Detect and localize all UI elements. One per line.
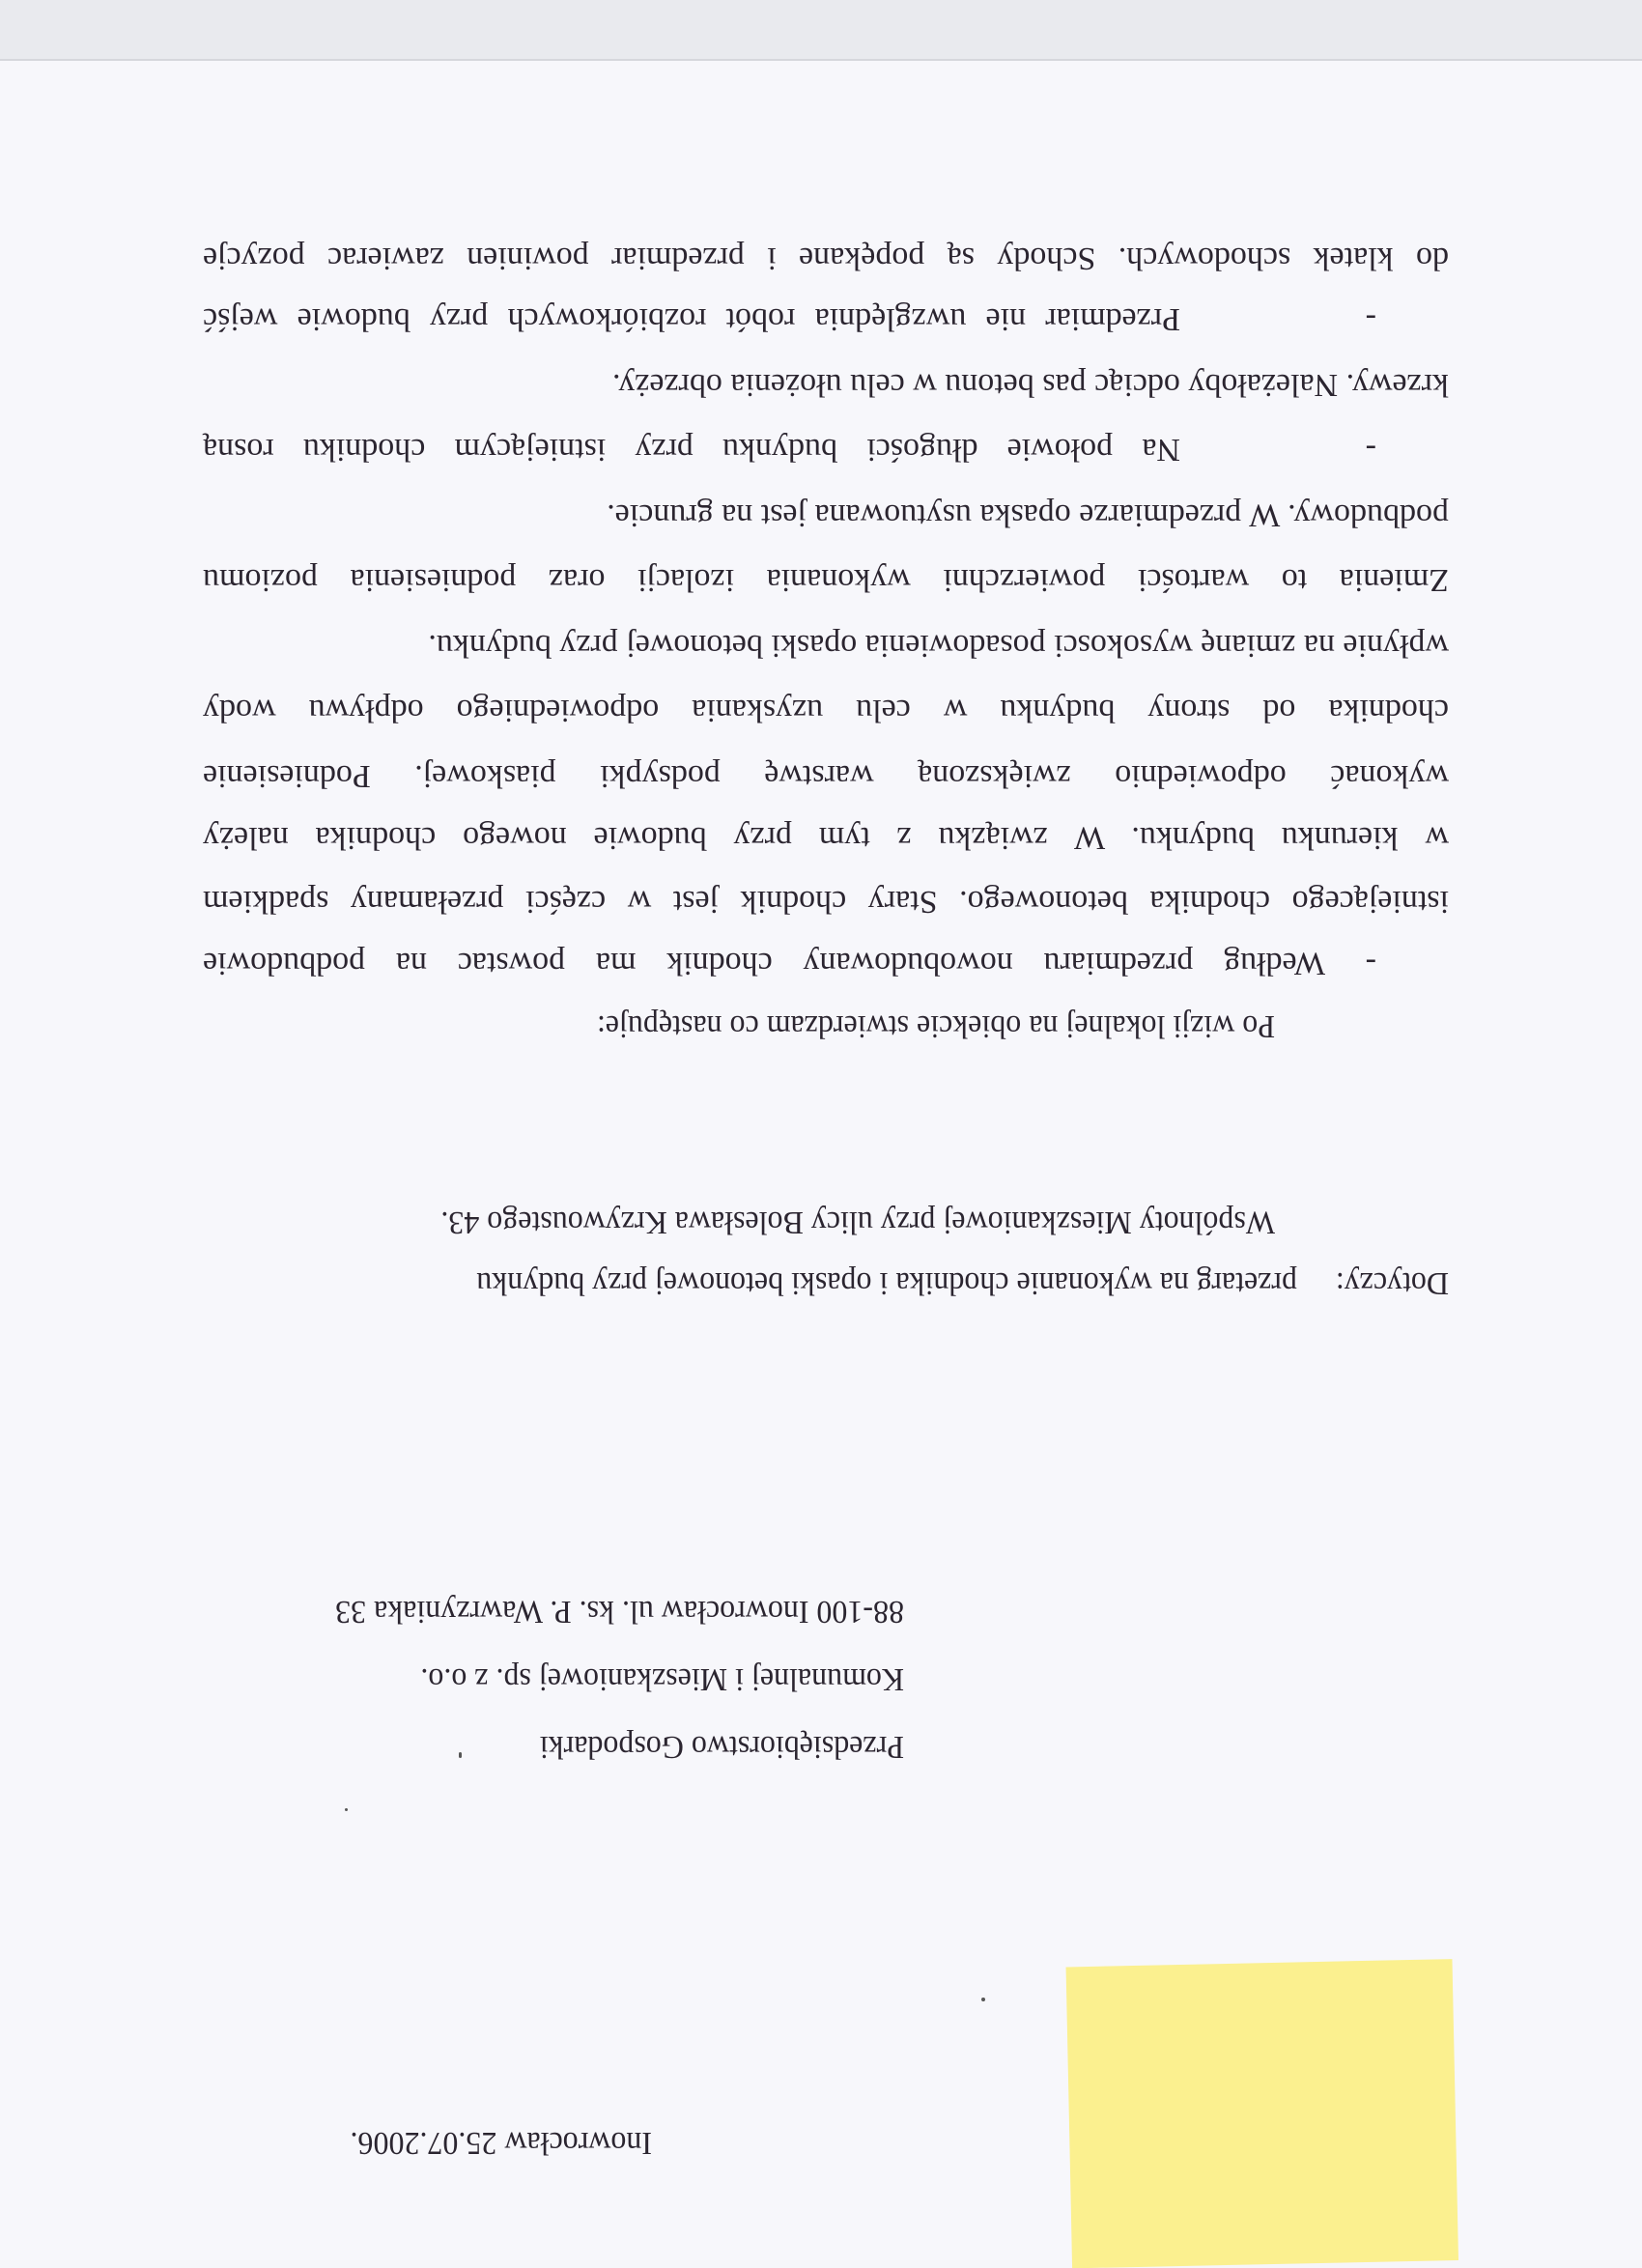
bullet-marker: - (1365, 432, 1376, 468)
paragraph-line: do klatek schodowych. Schody są popękane i przedmiar powinien zawierac pozycje (203, 241, 1449, 276)
speck (345, 1808, 348, 1811)
bullet-marker: - (1365, 946, 1376, 981)
paragraph-line: istniejącego chodnika betonowego. Stary chodnik jest w części przełamany spadkiem (203, 884, 1449, 920)
paragraph-line: Według przedmiaru nowobudowany chodnik ma powstac na podbudowie (203, 946, 1325, 981)
bullet-marker: - (1365, 301, 1376, 337)
paragraph-line: podbudowy. W przedmiarze opaska usytuowana jest na gruncie. (607, 497, 1449, 533)
recipient-line: Komunalnej i Mieszkaniowej sp. z o.o. (420, 1661, 904, 1697)
paragraph-line: wykonać odpowiednio zwiększoną warstwę podsypki piaskowej. Podniesienie (203, 758, 1449, 794)
subject-label: Dotyczy: (1335, 1265, 1449, 1301)
subject-line: Wspólnoty Mieszkaniowej przy ulicy Bolesława Krzywoustego 43. (440, 1205, 1275, 1240)
paragraph-line: Na połowie długości budynku przy istniejącym chodniku rosną (203, 432, 1180, 468)
paragraph-line: w kierunku budynku. W związku z tym przy budowie nowego chodnika należy (203, 820, 1449, 856)
paragraph-line: chodnika od strony budynku w celu uzyskania odpowiedniego odpływu wody (203, 693, 1449, 728)
speck (981, 1998, 985, 2001)
paragraph-line: Przedmiar nie uwzględnia robót rozbiórkowych przy budowie wejść (203, 301, 1180, 337)
paragraph-line: krzewy. Należałoby odciąc pas betonu w celu ułożenia obrzeży. (612, 367, 1449, 403)
recipient-line: Przedsiębiorstwo Gospodarki (539, 1729, 904, 1765)
paragraph-line: Zmienia to wartości powierzchni wykonania izolacji oraz podniesienia poziomu (203, 562, 1449, 598)
speck (459, 1752, 462, 1758)
paragraph-line: wpłynie na zmianę wysokosci posadowienia opaski betonowej przy budynku. (428, 628, 1449, 664)
intro-text: Po wizji lokalnej na obiekcie stwierdzam co następuje: (596, 1008, 1275, 1044)
subject-line: przetarg na wykonanie chodnika i opaski betonowej przy budynku (476, 1265, 1297, 1301)
place-date: Inowrocław 25.07.2006. (350, 2125, 652, 2161)
recipient-line: 88-100 Inowrocław ul. ks. P. Wawrzyniaka 33 (335, 1594, 904, 1630)
sticky-note (1066, 1959, 1458, 2268)
scan-edge (0, 0, 1642, 61)
